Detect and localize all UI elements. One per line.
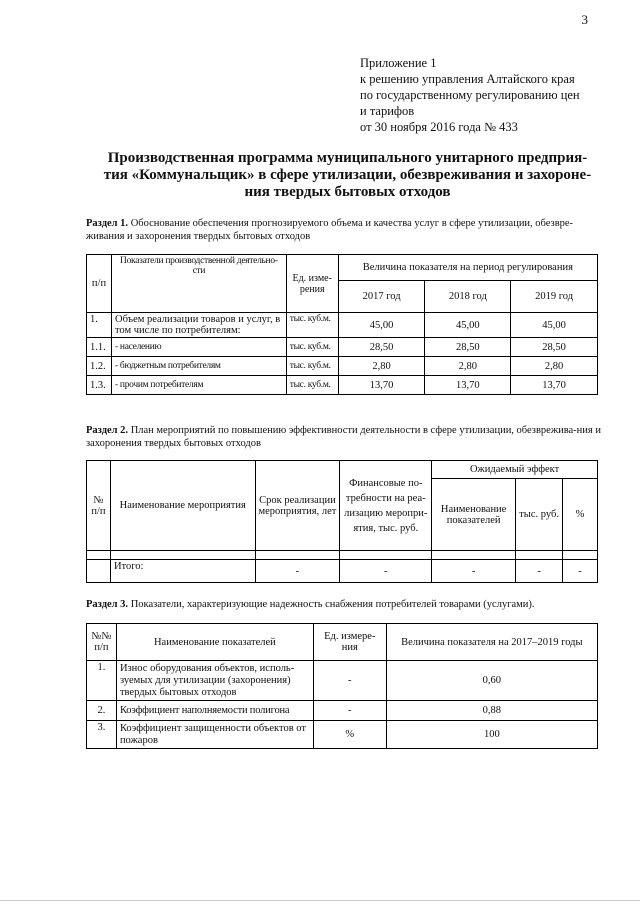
row-value: 45,00 [338, 313, 425, 338]
table-row [87, 338, 598, 357]
row-value: 13,70 [511, 376, 598, 395]
row-num: 1.3. [87, 376, 112, 395]
row-name: Коэффициент наполняемости полигона [116, 701, 313, 721]
appendix-line: от 30 ноября 2016 года № 433 [360, 120, 518, 134]
section3-text: Показатели, характеризующие надежность снабжения потребителей товарами (услугами). [128, 599, 535, 610]
table-row [87, 313, 598, 338]
s3-header-num: №№ п/п [87, 624, 117, 661]
table-row [87, 661, 598, 701]
row-unit: - [313, 661, 386, 701]
section2-text: План мероприятий по повышению эффективности деятельности в сфере утилизации, обезврежива-ния и захоронения твердых бытовых отходов [86, 425, 601, 449]
section2-label: Раздел 2. [86, 425, 129, 436]
s2-header-effect-rub: тыс. руб. [516, 479, 563, 551]
s2-header-effect: Ожидаемый эффект [432, 461, 598, 479]
row-name: - бюджетным потребителям [111, 357, 286, 376]
row-value: 28,50 [338, 338, 425, 357]
s1-header-year: 2018 год [425, 281, 511, 313]
section3-table [86, 623, 598, 749]
row-value: 2,80 [511, 357, 598, 376]
s2-header-name: Наименование мероприятия [110, 461, 255, 551]
row-value: 28,50 [425, 338, 511, 357]
empty-cell [87, 551, 111, 560]
row-name: Объем реализации товаров и услуг, в том числе по потребителям: [111, 313, 286, 338]
row-name: Износ оборудования объектов, исполь-зуемых для утилизации (захоронения) твердых бытовых отходов [116, 661, 313, 701]
appendix-header [360, 55, 580, 135]
row-value: 2,80 [425, 357, 511, 376]
s2-header-effect-name: Наименование показателей [432, 479, 516, 551]
s2-header-num: № п/п [87, 461, 111, 551]
row-value: 45,00 [511, 313, 598, 338]
total-label: Итого: [110, 560, 255, 583]
section3-label: Раздел 3. [86, 599, 129, 610]
row-value: 13,70 [425, 376, 511, 395]
total-effect-rub: - [516, 560, 563, 583]
total-effect-name: - [432, 560, 516, 583]
empty-cell [255, 551, 340, 560]
empty-cell [516, 551, 563, 560]
appendix-line: к решению управления Алтайского края [360, 72, 575, 86]
empty-cell [563, 551, 598, 560]
table-row-total [87, 560, 598, 583]
appendix-line: Приложение 1 [360, 56, 437, 70]
row-unit: тыс. куб.м. [286, 313, 338, 338]
section1-heading [86, 217, 606, 243]
row-unit: - [313, 701, 386, 721]
s1-header-num: п/п [87, 255, 112, 313]
row-value: 0,60 [386, 661, 597, 701]
s1-header-year: 2017 год [338, 281, 425, 313]
row-value: 2,80 [338, 357, 425, 376]
empty-cell [340, 551, 432, 560]
section2-table [86, 460, 598, 583]
row-unit: тыс. куб.м. [286, 376, 338, 395]
empty-cell [87, 560, 111, 583]
row-name: - прочим потребителям [111, 376, 286, 395]
page-bottom-edge [0, 900, 640, 901]
section1-label: Раздел 1. [86, 218, 129, 229]
total-term: - [255, 560, 340, 583]
row-value: 45,00 [425, 313, 511, 338]
row-value: 0,88 [386, 701, 597, 721]
row-value: 100 [386, 721, 597, 749]
s3-header-value: Величина показателя на 2017–2019 годы [386, 624, 597, 661]
title-line: ния твердых бытовых отходов [244, 184, 451, 200]
appendix-line: по государственному регулированию цен [360, 88, 580, 102]
row-unit: тыс. куб.м. [286, 338, 338, 357]
section2-heading [86, 424, 606, 450]
row-value: 28,50 [511, 338, 598, 357]
s1-header-year: 2019 год [511, 281, 598, 313]
row-num: 1.2. [87, 357, 112, 376]
title-line: Производственная программа муниципального унитарного предприя- [107, 150, 588, 166]
row-unit: % [313, 721, 386, 749]
s3-header-unit: Ед. измере-ния [313, 624, 386, 661]
title-line: тия «Коммунальщик» в сфере утилизации, обезвреживания и захороне- [103, 167, 592, 183]
row-value: 13,70 [338, 376, 425, 395]
empty-cell [110, 551, 255, 560]
row-unit: тыс. куб.м. [286, 357, 338, 376]
page-number: 3 [581, 12, 588, 27]
row-name: Коэффициент защищенности объектов от пожаров [116, 721, 313, 749]
row-num: 1. [87, 313, 112, 338]
total-finance: - [340, 560, 432, 583]
document-title [60, 150, 635, 201]
row-num: 1.1. [87, 338, 112, 357]
section3-heading [86, 598, 606, 611]
row-num: 3. [87, 721, 117, 749]
table-row [87, 357, 598, 376]
s1-header-indicator: Показатели производственной деятельно-сти [111, 255, 286, 313]
s2-header-term: Срок реализации мероприятия, лет [255, 461, 340, 551]
row-name: - населению [111, 338, 286, 357]
empty-cell [432, 551, 516, 560]
section1-text: Обоснование обеспечения прогнозируемого объема и качества услуг в сфере утилизации, обезвре-живания и захоронения твердых бытовых отходов [86, 218, 574, 242]
s2-header-finance: Финансовые по-требности на реа-лизацию меропри-ятия, тыс. руб. [340, 461, 432, 551]
total-effect-pct: - [563, 560, 598, 583]
table-row [87, 721, 598, 749]
table-row [87, 376, 598, 395]
s1-header-period: Величина показателя на период регулирования [338, 255, 597, 281]
section1-table [86, 254, 598, 395]
s2-header-effect-pct: % [563, 479, 598, 551]
row-num: 2. [87, 701, 117, 721]
table-row [87, 701, 598, 721]
table-row [87, 551, 598, 560]
row-num: 1. [87, 661, 117, 701]
s1-header-unit: Ед. изме-рения [286, 255, 338, 313]
s3-header-name: Наименование показателей [116, 624, 313, 661]
appendix-line: и тарифов [360, 104, 415, 118]
